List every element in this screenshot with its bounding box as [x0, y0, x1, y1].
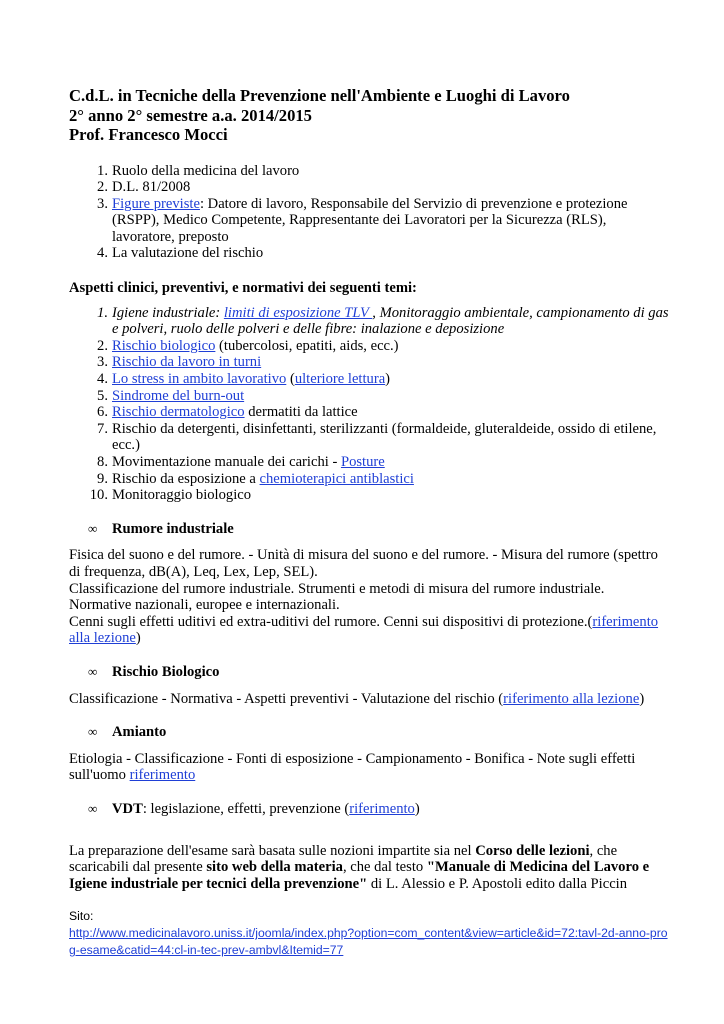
list-item: 8. Movimentazione manuale dei carichi - Posture [97, 454, 385, 470]
rumore-section: Fisica del suono e del rumore. - Unità di misura del suono e del rumore. - Misura del rumore (spettro di frequenza, dB(A), Leq, Lex, Lep, SEL). Classificazione del rumore industriale. Strumenti e metodi di misura del rumore industriale. Normative nazionali, europee e internazionali. Cenni sugli effetti uditivi ed extra-uditivi del rumore. Cenni sui dispositivi di protezione.(riferimento alla lezione) [69, 547, 659, 647]
rischio-biologico-link[interactable]: Rischio biologico [112, 337, 216, 354]
figure-previste-link[interactable]: Figure previste [112, 195, 200, 212]
site-section [69, 908, 669, 959]
site-url-link[interactable]: http://www.medicinalavoro.uniss.it/joomla/index.php?option=com_content&view=article&id=72:tavl-2d-anno-prog-esame&catid=44:cl-in-tec-prev-ambvl&Itemid=77 [69, 926, 668, 958]
infinity-bullet-icon: ∞ [88, 724, 98, 740]
list-item: 3. Rischio da lavoro in turni [97, 354, 262, 371]
list-item: 10. Monitoraggio biologico [89, 487, 252, 504]
exam-paragraph: La preparazione dell'esame sarà basata sulle nozioni impartite sia nel Corso delle lezioni, che scaricabili dal presente sito web della materia, che dal testo "Manuale di Medicina del Lavoro e Igiene industriale per tecnici della prevenzione" di L. Alessio e P. Apostoli edito dalla Piccin [69, 842, 650, 892]
list-item: 3. Figure previste: Datore di lavoro, Responsabile del Servizio di prevenzione e protezione (RSPP), Medico Competente, Rappresentante dei Lavoratori per la Sicurezza (RLS), lavoratore, preposto [97, 195, 628, 245]
professor-name: Prof. Francesco Mocci [69, 125, 228, 144]
rischio-dermatologico-link[interactable]: Rischio dermatologico [112, 404, 245, 421]
biologico-riferimento-link[interactable]: riferimento alla lezione [503, 690, 640, 707]
list-item: 2. D.L. 81/2008 [97, 179, 191, 196]
vdt-riferimento-link[interactable]: riferimento [349, 800, 415, 817]
list-item: 1. Igiene industriale: limiti di esposizione TLV , Monitoraggio ambientale, campionamento di gas e polveri, ruolo delle polveri e delle fibre: inalazione e deposizione [97, 304, 669, 338]
site-label: Sito: [69, 909, 94, 924]
rumore-heading: ∞ Rumore industriale [88, 520, 234, 537]
list-item: 6. Rischio dermatologico dermatiti da lattice [97, 404, 358, 421]
document-page [69, 86, 669, 959]
document-header [69, 86, 669, 145]
biologico-heading: ∞ Rischio Biologico [88, 663, 220, 680]
aspetti-heading: Aspetti clinici, preventivi, e normativi dei seguenti temi: [69, 280, 417, 297]
infinity-bullet-icon: ∞ [88, 800, 98, 816]
rumore-riferimento-link[interactable]: riferimento alla lezione [69, 613, 659, 647]
biologico-section: Classificazione - Normativa - Aspetti preventivi - Valutazione del rischio (riferimento alla lezione) [69, 690, 645, 707]
lavoro-turni-link[interactable]: Rischio da lavoro in turni [112, 354, 262, 371]
course-title: C.d.L. in Tecniche della Prevenzione nell'Ambiente e Luoghi di Lavoro [69, 86, 570, 105]
list-item: 4. Lo stress in ambito lavorativo (ulteriore lettura) [97, 371, 391, 388]
posture-link[interactable]: Posture [340, 454, 385, 470]
list-item: 4. La valutazione del rischio [97, 245, 264, 262]
list-item: 5. Sindrome del burn-out [97, 387, 245, 404]
amianto-heading: ∞ Amianto [88, 724, 167, 741]
burn-out-link[interactable]: Sindrome del burn-out [112, 387, 245, 404]
vdt-heading: ∞ VDT: legislazione, effetti, prevenzione (riferimento) [88, 800, 420, 817]
stress-link[interactable]: Lo stress in ambito lavorativo [112, 371, 287, 388]
infinity-bullet-icon: ∞ [88, 520, 98, 536]
list-item: 1. Ruolo della medicina del lavoro [97, 162, 300, 179]
year-semester: 2° anno 2° semestre a.a. 2014/2015 [69, 105, 312, 125]
amianto-riferimento-link[interactable]: riferimento [129, 767, 196, 784]
infinity-bullet-icon: ∞ [88, 663, 98, 679]
tlv-link[interactable]: limiti di esposizione TLV [223, 304, 373, 321]
topics-list [69, 305, 669, 504]
ulteriore-lettura-link[interactable]: ulteriore lettura [294, 371, 386, 388]
amianto-section: Etiologia - Classificazione - Fonti di esposizione - Campionamento - Bonifica - Note sugli effetti sull'uomo riferimento [69, 750, 636, 784]
list-item: 9. Rischio da esposizione a chemioterapici antiblastici [97, 470, 414, 487]
list-item: 7. Rischio da detergenti, disinfettanti, sterilizzanti (formaldeide, gluteraldeide, ossido di etilene, ecc.) [97, 420, 657, 454]
list-item: 2. Rischio biologico (tubercolosi, epatiti, aids, ecc.) [97, 337, 399, 354]
intro-list [69, 163, 669, 263]
chemioterapici-link[interactable]: chemioterapici antiblastici [259, 470, 414, 487]
